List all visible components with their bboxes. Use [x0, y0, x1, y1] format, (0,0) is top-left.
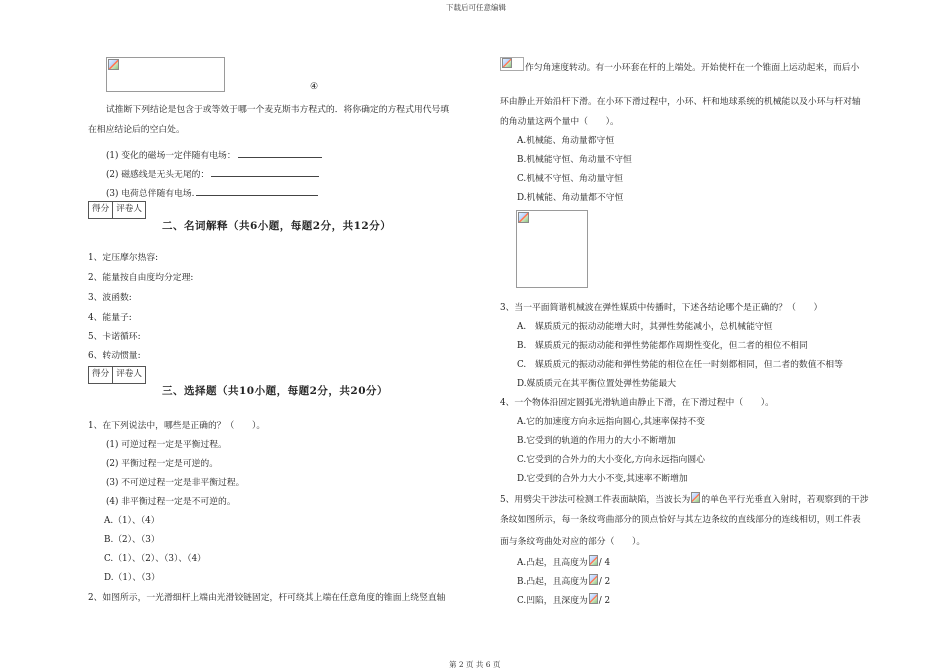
score-box [88, 366, 146, 384]
figure-mark: ④ [310, 82, 318, 92]
answer-blank-2[interactable] [211, 167, 319, 177]
q2-option-a[interactable]: A.机械能、角动量都守恒 [517, 136, 615, 146]
q1-option-d[interactable]: D.（1）、（3） [104, 573, 160, 583]
q4-option-d[interactable]: D.它受到的合外力大小不变,其速率不断增加 [517, 474, 688, 484]
statement-1-text: (1) 变化的磁场一定伴随有电场： [106, 151, 236, 161]
inline-figure-box [500, 57, 524, 71]
figure-image-box [106, 57, 225, 92]
term-item: 4、能量子: [88, 313, 132, 323]
q5-option-b-pre: B.凸起，且高度为 [517, 577, 588, 587]
q5-option-c-post: / 2 [598, 596, 611, 606]
statement-3 [106, 186, 318, 200]
q2-option-b[interactable]: B.机械能守恒、角动量不守恒 [517, 155, 632, 165]
lambda-image-icon [589, 574, 598, 585]
q2-continued-line-3: 的角动量这两个量中（ ）。 [500, 117, 619, 127]
question-4-stem: 4、一个物体沿固定圆弧光滑轨道由静止下滑，在下滑过程中（ ）。 [500, 398, 774, 408]
q5-option-c[interactable] [517, 593, 610, 607]
answer-blank-3[interactable] [196, 186, 318, 196]
q1-option-c[interactable]: C.（1）、（2）、（3）、（4） [104, 554, 206, 564]
intro-line-2: 在相应结论后的空白处。 [88, 125, 185, 135]
question-5-line-3: 面与条纹弯曲处对应的部分（ ）。 [500, 537, 646, 547]
q4-option-a[interactable]: A.它的加速度方向永远指向圆心,其速率保持不变 [517, 417, 705, 427]
q2-continued-line-1: 作匀角速度转动。有一小环套在杆的上端处。开始使杆在一个锥面上运动起来，而后小 [525, 63, 860, 73]
term-item: 6、转动惯量: [88, 351, 141, 361]
broken-image-icon [108, 59, 119, 70]
q2-option-c[interactable]: C.机械不守恒、角动量守恒 [517, 174, 623, 184]
q5-option-a-pre: A.凸起，且高度为 [517, 558, 588, 568]
q5-option-b[interactable] [517, 574, 610, 588]
q2-figure-box [516, 210, 588, 288]
q5-line-1a: 5、用劈尖干涉法可检测工件表面缺陷，当波长为 [500, 495, 691, 505]
question-5-line-2: 条纹如图所示，每一条纹弯曲部分的顶点恰好与其左边条纹的直线部分的连线相切，则工件表 [500, 515, 861, 525]
score-box [88, 201, 146, 219]
q2-continued-line-2: 环由静止开始沿杆下滑。在小环下滑过程中，小环、杆和地球系统的机械能以及小环与杆对轴 [500, 97, 861, 107]
q4-option-b[interactable]: B.它受到的轨道的作用力的大小不断增加 [517, 436, 676, 446]
q5-line-1b: 的单色平行光垂直入射时，若观察到的干涉 [701, 495, 869, 505]
broken-image-icon [518, 212, 529, 223]
page-number: 第 2 页 共 6 页 [449, 660, 501, 669]
q1-statement: (1) 可逆过程一定是平衡过程。 [106, 440, 227, 450]
question-5-line-1 [500, 492, 869, 506]
q3-option-d[interactable]: D.媒质质元在其平衡位置处弹性势能最大 [517, 379, 677, 389]
q1-option-b[interactable]: B.（2）、（3） [104, 535, 160, 545]
section-2-title: 二、名词解释（共6小题，每题2分，共12分） [162, 220, 392, 232]
term-item: 2、能量按自由度均分定理: [88, 273, 194, 283]
q1-option-a[interactable]: A.（1）、（4） [104, 516, 160, 526]
score-label: 得分 [92, 369, 110, 379]
term-item: 1、定压摩尔热容: [88, 253, 159, 263]
lambda-image-icon [589, 593, 598, 604]
section-3-title: 三、选择题（共10小题，每题2分，共20分） [162, 385, 389, 397]
broken-image-icon [502, 58, 512, 68]
statement-2 [106, 167, 319, 181]
q1-statement: (3) 不可逆过程一定是非平衡过程。 [106, 478, 245, 488]
answer-blank-1[interactable] [238, 148, 322, 158]
statement-1 [106, 148, 322, 162]
q1-statement: (4) 非平衡过程一定是不可逆的。 [106, 497, 236, 507]
q5-option-a[interactable] [517, 555, 610, 569]
statement-2-text: (2) 磁感线是无头无尾的： [106, 170, 210, 180]
term-item: 3、波函数: [88, 293, 132, 303]
q3-option-a[interactable]: A. 媒质质元的振动动能增大时，其弹性势能减小，总机械能守恒 [517, 322, 773, 332]
q3-option-b[interactable]: B. 媒质质元的振动动能和弹性势能都作周期性变化，但二者的相位不相同 [517, 341, 808, 351]
q5-option-c-pre: C.凹陷，且深度为 [517, 596, 588, 606]
intro-line-1: 试推断下列结论是包含于或等效于哪一个麦克斯韦方程式的．将你确定的方程式用代号填 [106, 105, 450, 115]
q5-option-a-post: / 4 [598, 558, 611, 568]
q5-option-b-post: / 2 [598, 577, 611, 587]
reviewer-label: 评卷人 [112, 367, 145, 383]
top-note: 下载后可任意编辑 [446, 3, 506, 12]
q1-statement: (2) 平衡过程一定是可逆的。 [106, 459, 219, 469]
reviewer-label: 评卷人 [112, 202, 145, 218]
term-item: 5、卡诺循环: [88, 332, 141, 342]
question-2-stem: 2、如图所示，一光滑细杆上端由光滑铰链固定，杆可绕其上端在任意角度的锥面上绕竖直轴 [88, 593, 446, 603]
lambda-image-icon [691, 492, 700, 503]
statement-3-text: (3) 电荷总伴随有电场. [106, 189, 195, 199]
lambda-image-icon [589, 555, 598, 566]
score-label: 得分 [92, 204, 110, 214]
q3-option-c[interactable]: C. 媒质质元的振动动能和弹性势能的相位在任一时刻都相同，但二者的数值不相等 [517, 360, 843, 370]
question-1-stem: 1、在下列说法中，哪些是正确的？（ ）。 [88, 421, 266, 431]
q2-option-d[interactable]: D.机械能、角动量都不守恒 [517, 193, 624, 203]
q4-option-c[interactable]: C.它受到的合外力的大小变化,方向永远指向圆心 [517, 455, 705, 465]
question-3-stem: 3、当一平面简谐机械波在弹性媒质中传播时，下述各结论哪个是正确的？（ ） [500, 303, 823, 313]
